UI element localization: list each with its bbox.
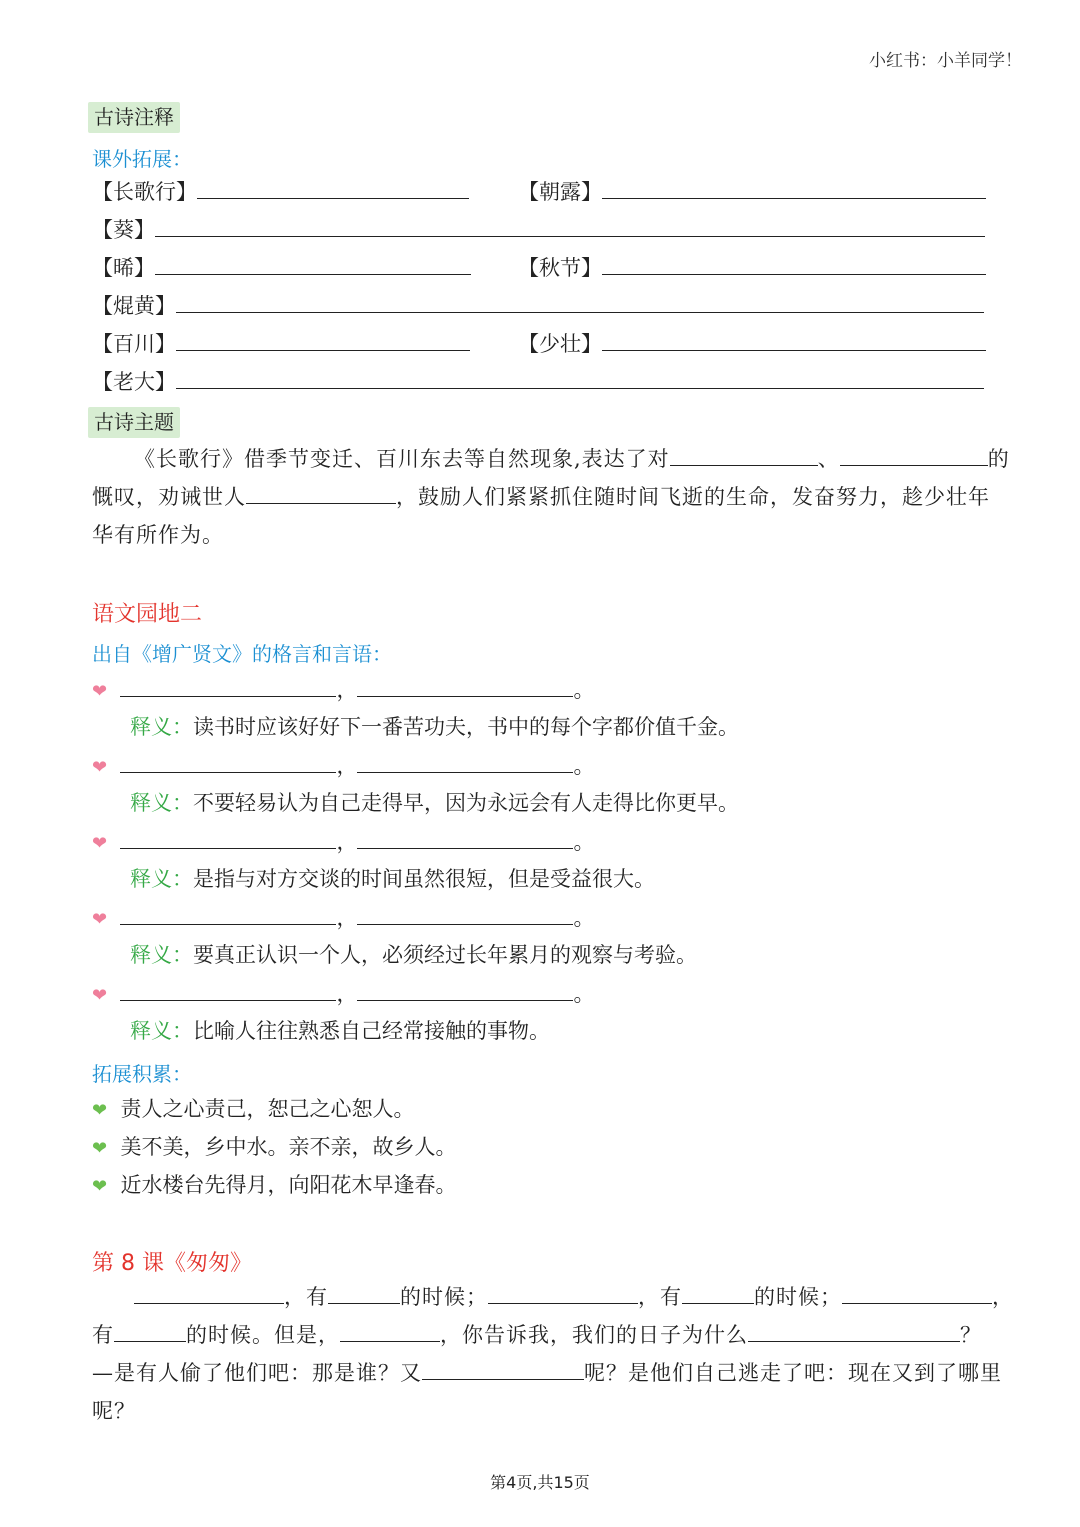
lesson8-paragraph bbox=[92, 1278, 1014, 1430]
term-label: 【朝露】 bbox=[518, 180, 602, 204]
meaning-label: 释义： bbox=[130, 715, 193, 739]
lesson-text: —是有人偷了他们吧：那是谁？又 bbox=[92, 1361, 422, 1385]
period: 。 bbox=[573, 906, 595, 930]
meaning-text: 要真正认识一个人，必须经过长年累月的观察与考验。 bbox=[193, 943, 697, 967]
term-row bbox=[92, 178, 469, 205]
green-heart-icon: ❤ bbox=[92, 1138, 108, 1159]
answer-line bbox=[120, 904, 336, 925]
term-label: 【秋节】 bbox=[518, 256, 602, 280]
term-row bbox=[92, 216, 985, 243]
pink-heart-icon: ❤ bbox=[92, 833, 108, 854]
accumulation-item bbox=[92, 1172, 456, 1200]
term-label: 【长歌行】 bbox=[92, 180, 197, 204]
period: 。 bbox=[573, 982, 595, 1006]
proverb-meaning bbox=[130, 714, 739, 740]
proverb-blank-row bbox=[92, 904, 594, 933]
term-label: 【晞】 bbox=[92, 256, 155, 280]
proverb-meaning bbox=[130, 866, 655, 892]
answer-line bbox=[120, 980, 336, 1001]
term-label: 【焜黄】 bbox=[92, 294, 176, 318]
accumulation-item bbox=[92, 1134, 456, 1162]
proverb-blank-row bbox=[92, 980, 594, 1009]
pink-heart-icon: ❤ bbox=[92, 757, 108, 778]
lesson-text: ， bbox=[992, 1285, 1014, 1309]
pink-heart-icon: ❤ bbox=[92, 681, 108, 702]
proverb-meaning bbox=[130, 942, 697, 968]
meaning-text: 比喻人往往熟悉自己经常接触的事物。 bbox=[193, 1019, 550, 1043]
comma: ， bbox=[336, 906, 358, 930]
lesson-text: ，有 bbox=[284, 1285, 328, 1309]
term-label: 【百川】 bbox=[92, 332, 176, 356]
answer-line bbox=[120, 676, 336, 697]
page-number: 第4页,共15页 bbox=[490, 1473, 590, 1492]
blank-line bbox=[340, 1319, 440, 1342]
proverb-blank-row bbox=[92, 752, 594, 781]
section-title-garden: 语文园地二 bbox=[92, 602, 203, 627]
answer-line bbox=[602, 330, 986, 351]
theme-text: ，鼓励人们紧紧抓住随时间飞逝的生命，发奋努力，趁少壮年 bbox=[396, 485, 990, 509]
answer-line bbox=[602, 178, 986, 199]
answer-line bbox=[155, 254, 471, 275]
lesson-text: 有 bbox=[92, 1323, 114, 1347]
meaning-label: 释义： bbox=[130, 1019, 193, 1043]
meaning-label: 释义： bbox=[130, 867, 193, 891]
answer-line bbox=[602, 254, 986, 275]
meaning-label: 释义： bbox=[130, 791, 193, 815]
answer-line bbox=[120, 828, 336, 849]
section-title-lesson8: 第 8 课《匆匆》 bbox=[92, 1251, 252, 1276]
term-label: 【葵】 bbox=[92, 218, 155, 242]
subheading-extension: 课外拓展： bbox=[92, 147, 192, 171]
subheading-proverbs: 出自《增广贤文》的格言和言语： bbox=[92, 642, 392, 666]
answer-line bbox=[357, 676, 573, 697]
blank-line bbox=[670, 443, 818, 466]
blank-line bbox=[682, 1281, 754, 1304]
lesson-text: ，有 bbox=[638, 1285, 682, 1309]
term-row bbox=[518, 330, 986, 357]
answer-line bbox=[357, 752, 573, 773]
accumulation-text: 近水楼台先得月，向阳花木早逢春。 bbox=[120, 1173, 457, 1197]
green-heart-icon: ❤ bbox=[92, 1100, 108, 1121]
green-heart-icon: ❤ bbox=[92, 1176, 108, 1197]
blank-line bbox=[842, 1281, 992, 1304]
term-row bbox=[92, 292, 984, 319]
proverb-meaning bbox=[130, 1018, 550, 1044]
term-row bbox=[518, 254, 986, 281]
blank-line bbox=[840, 443, 988, 466]
proverb-blank-row bbox=[92, 676, 594, 705]
term-row bbox=[92, 330, 470, 357]
accumulation-text: 责人之心责己，恕己之心恕人。 bbox=[120, 1097, 415, 1121]
period: 。 bbox=[573, 754, 595, 778]
meaning-label: 释义： bbox=[130, 943, 193, 967]
term-label: 【老大】 bbox=[92, 370, 176, 394]
blank-line bbox=[748, 1319, 960, 1342]
pink-heart-icon: ❤ bbox=[92, 985, 108, 1006]
term-row bbox=[518, 178, 986, 205]
answer-line bbox=[357, 828, 573, 849]
section-tag-theme: 古诗主题 bbox=[88, 407, 180, 438]
term-label: 【少壮】 bbox=[518, 332, 602, 356]
theme-text: 《长歌行》借季节变迁、百川东去等自然现象,表达了对 bbox=[134, 447, 670, 471]
meaning-text: 是指与对方交谈的时间虽然很短，但是受益很大。 bbox=[193, 867, 655, 891]
blank-line bbox=[114, 1319, 186, 1342]
lesson-text: 的时候； bbox=[754, 1285, 842, 1309]
blank-line bbox=[488, 1281, 638, 1304]
lesson-text: ，你告诉我，我们的日子为什么 bbox=[440, 1323, 748, 1347]
accumulation-item bbox=[92, 1096, 414, 1124]
lesson-text: 的时候。但是， bbox=[186, 1323, 340, 1347]
comma: ， bbox=[336, 830, 358, 854]
answer-line bbox=[120, 752, 336, 773]
theme-text: 华有所作为。 bbox=[92, 523, 224, 547]
section-tag-annotation: 古诗注释 bbox=[88, 102, 180, 133]
lesson-text: 的时候； bbox=[400, 1285, 488, 1309]
blank-line bbox=[328, 1281, 400, 1304]
author-credit: 小红书：小羊同学！ bbox=[869, 51, 1022, 71]
comma: ， bbox=[336, 678, 358, 702]
theme-text: 的 bbox=[987, 447, 1010, 471]
subheading-accumulation: 拓展积累： bbox=[92, 1062, 192, 1086]
proverb-meaning bbox=[130, 790, 739, 816]
proverb-blank-row bbox=[92, 828, 594, 857]
answer-line bbox=[197, 178, 469, 199]
answer-line bbox=[176, 330, 470, 351]
meaning-text: 读书时应该好好下一番苦功夫，书中的每个字都价值千金。 bbox=[193, 715, 739, 739]
answer-line bbox=[155, 216, 985, 237]
blank-line bbox=[246, 481, 396, 504]
comma: ， bbox=[336, 982, 358, 1006]
answer-line bbox=[176, 368, 984, 389]
lesson-text: ？ bbox=[960, 1323, 982, 1347]
pink-heart-icon: ❤ bbox=[92, 909, 108, 930]
blank-line bbox=[134, 1281, 284, 1304]
blank-line bbox=[422, 1357, 584, 1380]
theme-paragraph bbox=[92, 440, 1010, 554]
theme-text: 慨叹，劝诫世人 bbox=[92, 485, 246, 509]
answer-line bbox=[176, 292, 984, 313]
lesson-text: 呢？ bbox=[92, 1399, 136, 1423]
accumulation-text: 美不美，乡中水。亲不亲，故乡人。 bbox=[120, 1135, 457, 1159]
period: 。 bbox=[573, 678, 595, 702]
meaning-text: 不要轻易认为自己走得早，因为永远会有人走得比你更早。 bbox=[193, 791, 739, 815]
comma: ， bbox=[336, 754, 358, 778]
lesson-text: 呢？是他们自己逃走了吧：现在又到了哪里 bbox=[584, 1361, 1002, 1385]
period: 。 bbox=[573, 830, 595, 854]
answer-line bbox=[357, 904, 573, 925]
term-row bbox=[92, 254, 471, 281]
answer-line bbox=[357, 980, 573, 1001]
theme-text: 、 bbox=[817, 447, 840, 471]
term-row bbox=[92, 368, 984, 395]
